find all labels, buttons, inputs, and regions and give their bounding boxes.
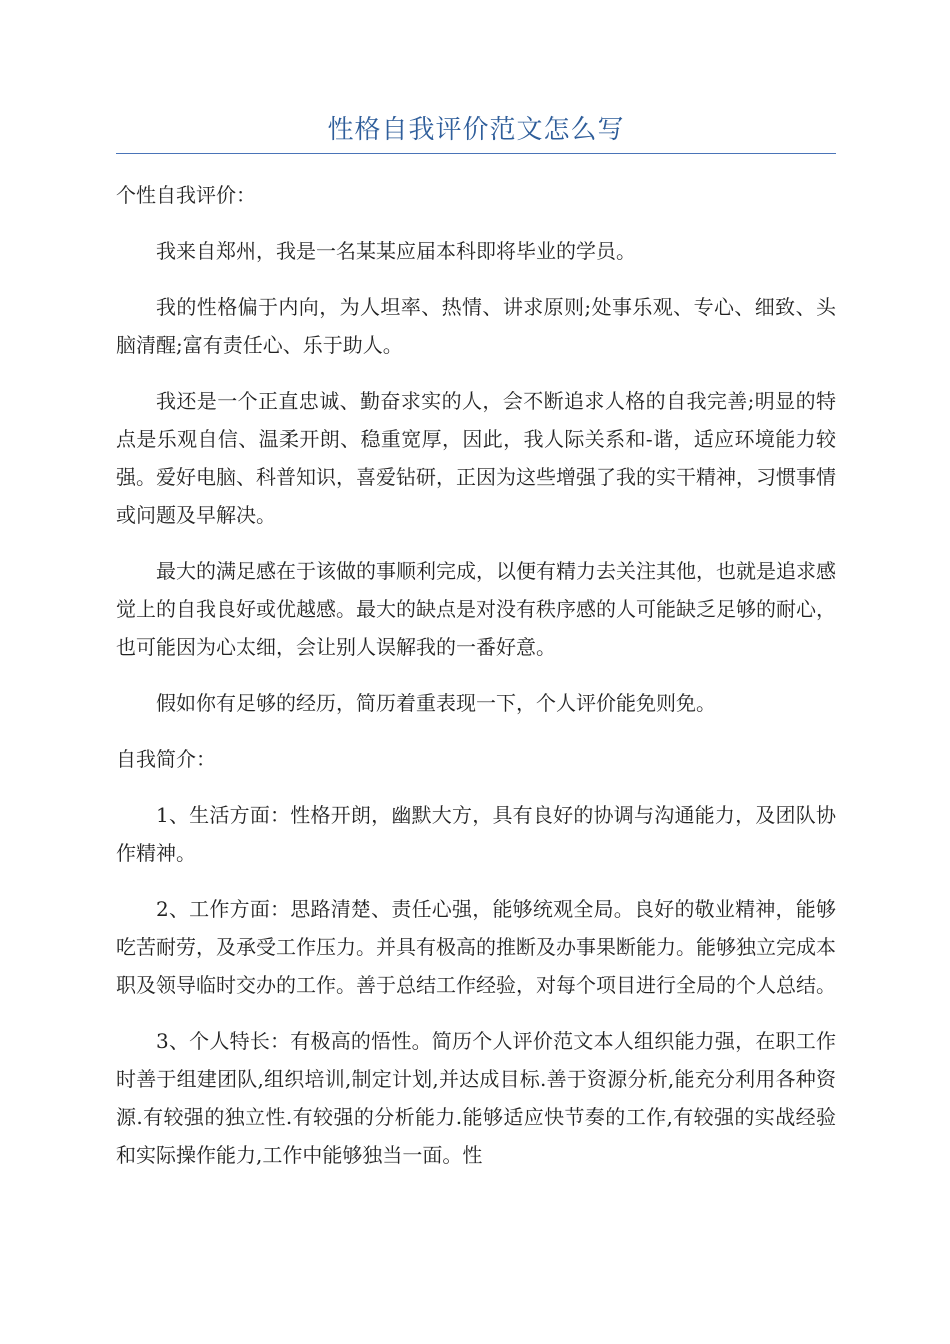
paragraph-advice: 假如你有足够的经历，简历着重表现一下，个人评价能免则免。: [156, 691, 716, 715]
paragraph-satisfaction: 最大的满足感在于该做的事顺利完成，以便有精力去关注其他，也就是追求感觉上的自我良好或优越感。最大的缺点是对没有秩序感的人可能缺乏足够的耐心，也可能因为心太细，会让别人误解我的一番好意。: [116, 559, 836, 659]
paragraph-character: 我的性格偏于内向，为人坦率、热情、讲求原则;处事乐观、专心、细致、头脑清醒;富有责任心、乐于助人。: [116, 295, 836, 357]
paragraph-origin: 我来自郑州，我是一名某某应届本科即将毕业的学员。: [156, 239, 636, 263]
title-underline: [116, 153, 836, 154]
list-item-skills: 3、个人特长：有极高的悟性。简历个人评价范文本人组织能力强，在职工作时善于组建团队,组织培训,制定计划,并达成目标.善于资源分析,能充分利用各种资源.有较强的独立性.有较强的分析能力.能够适应快节奏的工作,有较强的实战经验和实际操作能力,工作中能够独当一面。性: [116, 1029, 836, 1167]
document-body: [116, 176, 836, 1192]
list-item-work: 2、工作方面：思路清楚、责任心强，能够统观全局。良好的敬业精神，能够吃苦耐劳，及承受工作压力。并具有极高的推断及办事果断能力。能够独立完成本职及领导临时交办的工作。善于总结工作经验，对每个项目进行全局的个人总结。: [116, 897, 836, 997]
section-heading-personality: 个性自我评价：: [116, 183, 256, 207]
section-heading-intro: 自我简介：: [116, 747, 216, 771]
list-item-life: 1、生活方面：性格开朗，幽默大方，具有良好的协调与沟通能力，及团队协作精神。: [116, 803, 836, 865]
paragraph-traits: 我还是一个正直忠诚、勤奋求实的人，会不断追求人格的自我完善;明显的特点是乐观自信、温柔开朗、稳重宽厚，因此，我人际关系和-谐，适应环境能力较强。爱好电脑、科普知识，喜爱钻研，正因为这些增强了我的实干精神，习惯事情或问题及早解决。: [116, 389, 836, 527]
document-title: 性格自我评价范文怎么写: [327, 115, 625, 145]
